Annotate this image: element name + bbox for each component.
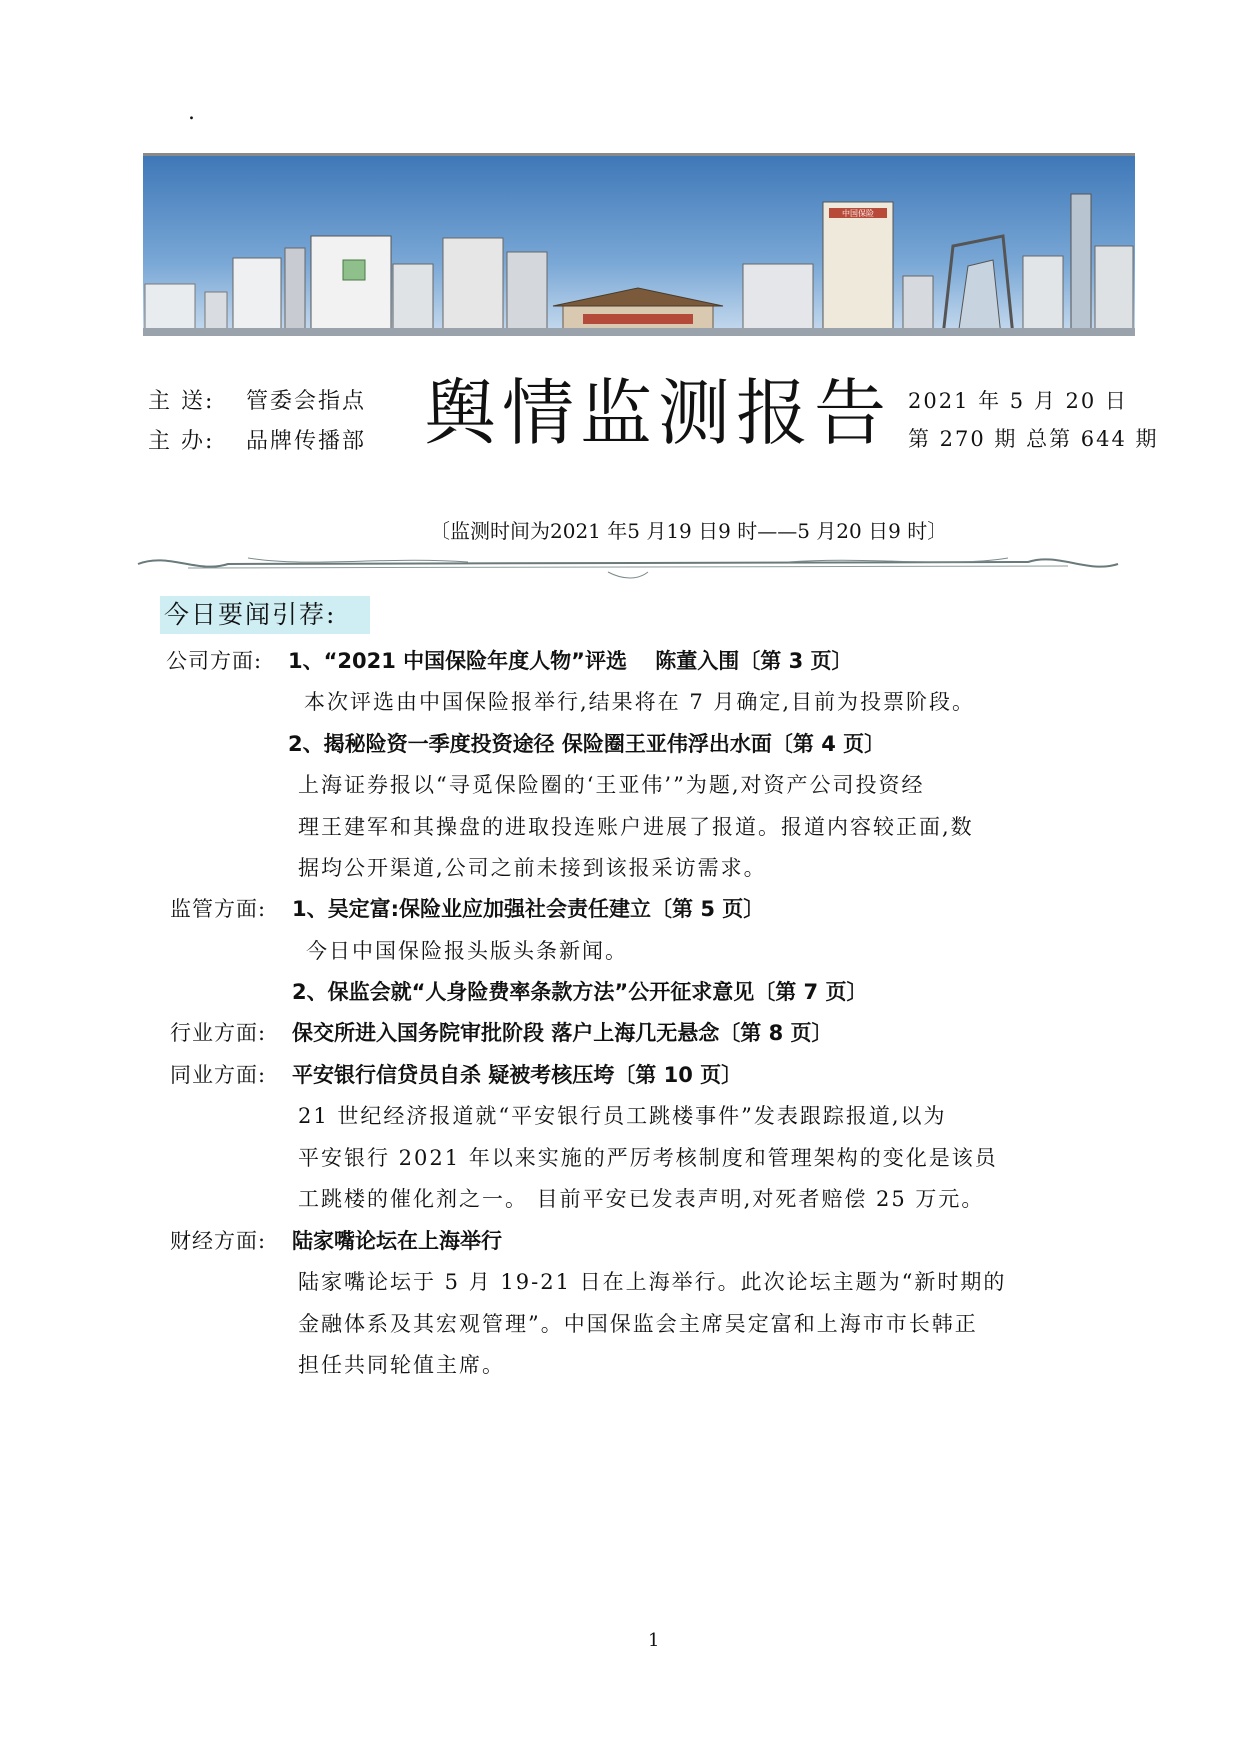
monitoring-period: 〔监测时间为2021 年5 月19 日9 时——5 月20 日9 时〕 bbox=[430, 519, 948, 543]
finance-summary-line2: 金融体系及其宏观管理”。中国保监会主席吴定富和上海市市长韩正 bbox=[298, 1312, 978, 1336]
company-headline-1: 1、“2021 中国保险年度人物”评选 陈董入围〔第 3 页〕 bbox=[288, 649, 853, 673]
company-summary-2-line2: 理王建军和其操盘的进取投连账户进展了报道。报道内容较正面,数 bbox=[298, 815, 974, 839]
banner-sign-text: 中国保险 bbox=[842, 209, 874, 218]
industry-category: 行业方面: bbox=[170, 1021, 267, 1045]
peer-headline-1: 平安银行信贷员自杀 疑被考核压垮〔第 10 页〕 bbox=[292, 1063, 743, 1087]
report-date: 2021 年 5 月 20 日 bbox=[908, 389, 1128, 413]
company-category: 公司方面: bbox=[166, 649, 263, 673]
regulation-headline-2: 2、保监会就“人身险费率条款方法”公开征求意见〔第 7 页〕 bbox=[292, 980, 868, 1004]
peer-summary-line1: 21 世纪经济报道就“平安银行员工跳楼事件”发表跟踪报道,以为 bbox=[298, 1104, 947, 1128]
company-summary-2-line3: 据均公开渠道,公司之前未接到该报采访需求。 bbox=[298, 856, 767, 880]
organizer-label: 主 办: bbox=[148, 429, 215, 454]
company-summary-1: 本次评选由中国保险报举行,结果将在 7 月确定,目前为投票阶段。 bbox=[304, 690, 976, 714]
finance-category: 财经方面: bbox=[170, 1229, 267, 1253]
page-number: 1 bbox=[648, 1630, 660, 1651]
regulation-category: 监管方面: bbox=[170, 897, 267, 921]
issue-number: 第 270 期 总第 644 期 bbox=[908, 427, 1159, 451]
peer-summary-line3: 工跳楼的催化剂之一。 目前平安已发表声明,对死者赔偿 25 万元。 bbox=[298, 1187, 985, 1211]
issue-info bbox=[908, 382, 1159, 458]
organizer-value: 品牌传播部 bbox=[246, 429, 367, 454]
recipient-value: 管委会指点 bbox=[246, 389, 367, 414]
peer-category: 同业方面: bbox=[170, 1063, 267, 1087]
company-summary-2-line1: 上海证券报以“寻觅保险圈的‘王亚伟’”为题,对资产公司投资经 bbox=[298, 773, 925, 797]
ornamental-divider bbox=[128, 546, 1128, 582]
city-skyline-illustration bbox=[143, 156, 1135, 336]
peer-summary-line2: 平安银行 2021 年以来实施的严厉考核制度和管理架构的变化是该员 bbox=[298, 1146, 998, 1170]
report-title: 舆情监测报告 bbox=[424, 371, 893, 455]
section-heading: 今日要闻引荐: bbox=[160, 596, 370, 634]
finance-headline-1: 陆家嘴论坛在上海举行 bbox=[292, 1229, 502, 1253]
regulation-summary-1: 今日中国保险报头版头条新闻。 bbox=[306, 939, 628, 963]
company-headline-2: 2、揭秘险资一季度投资途径 保险圈王亚伟浮出水面〔第 4 页〕 bbox=[288, 732, 886, 756]
recipient-label: 主 送: bbox=[148, 389, 215, 414]
industry-headline-1: 保交所进入国务院审批阶段 落户上海几无悬念〔第 8 页〕 bbox=[292, 1021, 833, 1045]
finance-summary-line3: 担任共同轮值主席。 bbox=[298, 1353, 505, 1377]
distribution-info bbox=[148, 382, 366, 462]
stray-dot: . bbox=[188, 100, 195, 125]
header-banner-image bbox=[143, 153, 1135, 339]
finance-summary-line1: 陆家嘴论坛于 5 月 19-21 日在上海举行。此次论坛主题为“新时期的 bbox=[298, 1270, 1007, 1294]
regulation-headline-1: 1、吴定富:保险业应加强社会责任建立〔第 5 页〕 bbox=[292, 897, 765, 921]
